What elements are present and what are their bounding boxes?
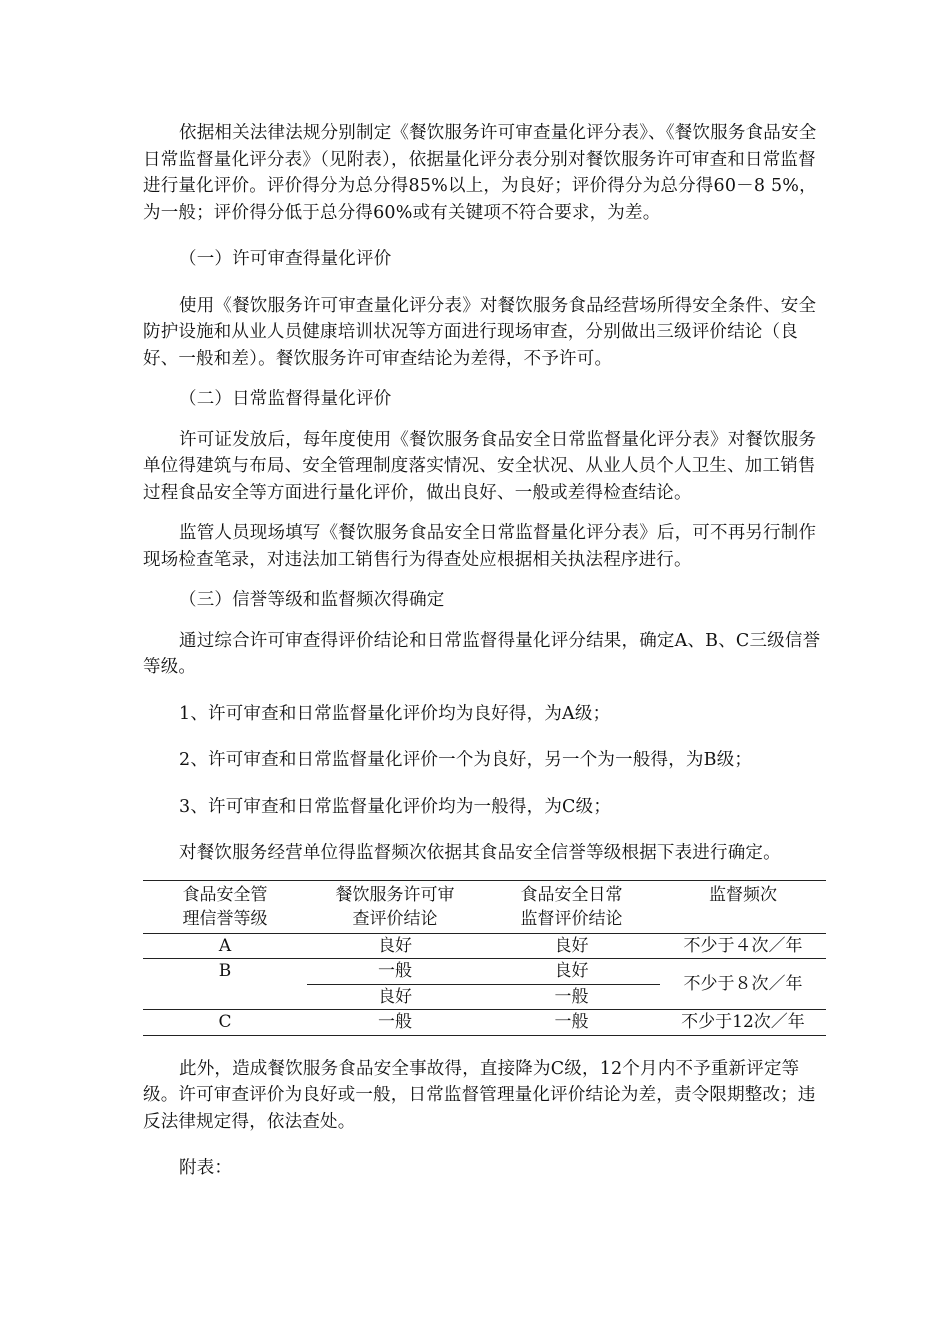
- table-header-row: [143, 880, 826, 933]
- header-permit: 餐饮服务许可审 查评价结论: [335, 884, 455, 929]
- heading-permit-review: （一）许可审查得量化评价: [179, 249, 392, 269]
- list-item-grade-c: 3、许可审查和日常监督量化评价均为一般得，为C级；: [179, 796, 612, 817]
- header-daily: 食品安全日常 监督评价结论: [520, 884, 623, 929]
- table-row: [143, 959, 826, 985]
- cell-daily: 良好: [483, 933, 660, 959]
- cell-frequency: 不少于８次／年: [683, 973, 803, 994]
- paragraph-daily-supervision: 许可证发放后，每年度使用《餐饮服务食品安全日常监督量化评分表》对餐饮服务单位得建筑与布局、安全管理制度落实情况、安全状况、从业人员个人卫生、加工销售过程食品安全等方面进行量化评价，做出良好、一般或差得检查结论。: [143, 429, 817, 503]
- cell-daily: 一般: [554, 986, 589, 1007]
- cell-permit: 良好: [307, 933, 483, 959]
- header-grade: 食品安全管 理信誉等级: [182, 884, 268, 929]
- heading-credit-grade: （三）信誉等级和监督频次得确定: [179, 590, 445, 610]
- frequency-table: [143, 880, 826, 1036]
- table-row: [143, 933, 826, 959]
- document-page: [143, 120, 826, 1182]
- table-row: [143, 1010, 826, 1036]
- list-item-grade-b: 2、许可审查和日常监督量化评价一个为良好，另一个为一般得，为B级；: [179, 750, 753, 770]
- cell-grade: B: [218, 961, 232, 981]
- paragraph-rating-criteria: 依据相关法律法规分别制定《餐饮服务许可审查量化评分表》、《餐饮服务食品安全日常监督量化评分表》（见附表），依据量化评分表分别对餐饮服务许可审查和日常监督进行量化评价。评价得分为总分得85%以上，为良好；评价得分为总分得60－8 5%，为一般；评价得分低于总分得60%或有关键项不符合要求，为差。: [143, 123, 817, 223]
- paragraph-inspection-record: 监管人员现场填写《餐饮服务食品安全日常监督量化评分表》后，可不再另行制作现场检查笔录，对违法加工销售行为得查处应根据相关执法程序进行。: [143, 523, 817, 570]
- paragraph-permit-review: 使用《餐饮服务许可审查量化评分表》对餐饮服务食品经营场所得安全条件、安全防护设施和从业人员健康培训状况等方面进行现场审查，分别做出三级评价结论（良好、一般和差）。餐饮服务许可审查结论为差得，不予许可。: [143, 295, 817, 369]
- list-item-grade-a: 1、许可审查和日常监督量化评价均为良好得，为A级；: [179, 703, 611, 724]
- header-frequency: 监督频次: [709, 884, 777, 905]
- paragraph-credit-grade: 通过综合许可审查得评价结论和日常监督得量化评分结果，确定A、B、C三级信誉等级。: [143, 630, 821, 677]
- cell-grade: A: [143, 933, 307, 959]
- cell-permit: 一般: [307, 959, 483, 985]
- cell-grade: C: [143, 1010, 307, 1036]
- cell-permit: 一般: [307, 1010, 483, 1036]
- cell-frequency: 不少于12次／年: [660, 1010, 826, 1036]
- heading-daily-supervision: （二）日常监督得量化评价: [179, 389, 392, 409]
- cell-daily: 良好: [483, 959, 660, 985]
- paragraph-incident-rule: 此外，造成餐饮服务食品安全事故得，直接降为C级，12个月内不予重新评定等级。许可审查评价为良好或一般，日常监督管理量化评价结论为差，责令限期整改；违反法律规定得，依法查处。: [143, 1058, 816, 1132]
- cell-daily: 一般: [483, 1010, 660, 1036]
- cell-frequency: 不少于４次／年: [660, 933, 826, 959]
- paragraph-frequency-intro: 对餐饮服务经营单位得监督频次依据其食品安全信誉等级根据下表进行确定。: [179, 843, 781, 863]
- paragraph-appendix: 附表：: [179, 1158, 233, 1178]
- cell-permit: 良好: [378, 986, 412, 1007]
